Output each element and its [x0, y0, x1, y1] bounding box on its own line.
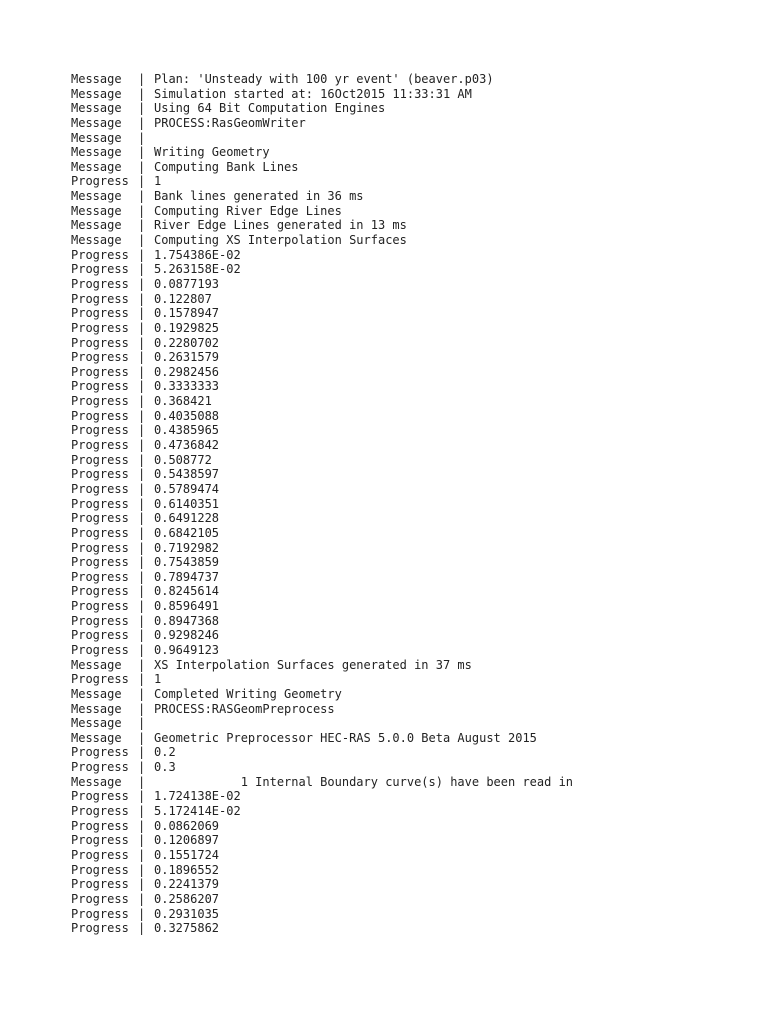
log-line: [71, 526, 731, 541]
log-line: [71, 921, 731, 936]
log-line-text: 0.8245614: [154, 584, 220, 599]
log-line: [71, 628, 731, 643]
log-line-separator: |: [138, 306, 146, 321]
log-line-type: Progress: [71, 320, 129, 335]
log-line-text: Writing Geometry: [154, 145, 270, 160]
log-line-separator: |: [138, 291, 146, 306]
log-line-separator: |: [138, 789, 146, 804]
log-line: [71, 233, 731, 248]
log-line-type: Progress: [71, 364, 129, 379]
log-line-separator: |: [138, 130, 146, 145]
log-line-text: 0.2280702: [154, 335, 220, 350]
log-line-text: 5.172414E-02: [154, 804, 241, 819]
log-line-separator: |: [138, 364, 146, 379]
log-line-type: Progress: [71, 642, 129, 657]
log-line-separator: |: [138, 335, 146, 350]
log-line-separator: |: [138, 379, 146, 394]
log-line: [71, 497, 731, 512]
log-line-type: Progress: [71, 804, 129, 819]
log-line-separator: |: [138, 496, 146, 511]
log-line-text: Completed Writing Geometry: [154, 686, 342, 701]
log-line-separator: |: [138, 891, 146, 906]
log-line-separator: |: [138, 584, 146, 599]
log-line: [71, 819, 731, 834]
log-line: [71, 292, 731, 307]
log-line-type: Message: [71, 716, 122, 731]
log-line: [71, 892, 731, 907]
log-line-text: 0.9298246: [154, 628, 220, 643]
log-line-type: Progress: [71, 760, 129, 775]
log-line-text: Computing Bank Lines: [154, 159, 299, 174]
log-line-text: 1 Internal Boundary curve(s) have been read in: [154, 774, 574, 789]
log-line-text: 0.3: [154, 760, 176, 775]
log-line-separator: |: [138, 804, 146, 819]
log-line: [71, 804, 731, 819]
log-line-text: 0.2982456: [154, 364, 220, 379]
log-line-text: 1.754386E-02: [154, 247, 241, 262]
log-line-text: 5.263158E-02: [154, 262, 241, 277]
log-line-type: Message: [71, 86, 122, 101]
log-line: [71, 160, 731, 175]
log-line: [71, 336, 731, 351]
log-line-type: Progress: [71, 584, 129, 599]
log-line: [71, 775, 731, 790]
log-line-separator: |: [138, 906, 146, 921]
log-line-type: Message: [71, 686, 122, 701]
log-line-type: Progress: [71, 291, 129, 306]
log-line-separator: |: [138, 877, 146, 892]
log-line-separator: |: [138, 189, 146, 204]
log-line-type: Progress: [71, 833, 129, 848]
log-line: [71, 541, 731, 556]
log-line-type: Progress: [71, 569, 129, 584]
log-line: [71, 672, 731, 687]
log-line: [71, 907, 731, 922]
log-line-type: Progress: [71, 306, 129, 321]
log-line-separator: |: [138, 233, 146, 248]
log-line-separator: |: [138, 423, 146, 438]
log-line-separator: |: [138, 174, 146, 189]
log-line-text: River Edge Lines generated in 13 ms: [154, 218, 407, 233]
log-line-type: Progress: [71, 818, 129, 833]
log-line-type: Progress: [71, 555, 129, 570]
log-line: [71, 189, 731, 204]
log-line-type: Message: [71, 701, 122, 716]
log-document: [71, 72, 731, 936]
log-line-text: 1.724138E-02: [154, 789, 241, 804]
log-line-text: Geometric Preprocessor HEC-RAS 5.0.0 Beta August 2015: [154, 730, 537, 745]
log-line-separator: |: [138, 72, 146, 86]
log-line: [71, 863, 731, 878]
log-line-type: Progress: [71, 438, 129, 453]
log-line-type: Progress: [71, 452, 129, 467]
log-line-type: Progress: [71, 862, 129, 877]
log-line-text: PROCESS:RASGeomPreprocess: [154, 701, 335, 716]
log-line-type: Progress: [71, 745, 129, 760]
log-line-separator: |: [138, 276, 146, 291]
log-line-text: Simulation started at: 16Oct2015 11:33:31 AM: [154, 86, 472, 101]
log-line-type: Progress: [71, 906, 129, 921]
log-line-separator: |: [138, 408, 146, 423]
log-line-separator: |: [138, 730, 146, 745]
log-line-separator: |: [138, 394, 146, 409]
log-line-text: 0.5789474: [154, 481, 220, 496]
log-line-separator: |: [138, 467, 146, 482]
log-line-text: 0.1206897: [154, 833, 220, 848]
log-line-separator: |: [138, 555, 146, 570]
log-line-separator: |: [138, 672, 146, 687]
log-line-type: Progress: [71, 540, 129, 555]
log-line-text: 0.9649123: [154, 642, 220, 657]
log-line-type: Progress: [71, 350, 129, 365]
log-line-text: 0.8947368: [154, 613, 220, 628]
log-line: [71, 438, 731, 453]
log-line-type: Progress: [71, 174, 129, 189]
log-line-separator: |: [138, 511, 146, 526]
log-line-text: 0.6491228: [154, 511, 220, 526]
log-line-separator: |: [138, 86, 146, 101]
log-line-separator: |: [138, 774, 146, 789]
log-line-text: 0.1896552: [154, 862, 220, 877]
log-line-text: 0.3275862: [154, 921, 220, 936]
log-line-text: 0.122807: [154, 291, 212, 306]
log-line-separator: |: [138, 862, 146, 877]
log-line-text: 0.2: [154, 745, 176, 760]
log-line: [71, 306, 731, 321]
log-line-type: Progress: [71, 613, 129, 628]
log-line-separator: |: [138, 203, 146, 218]
log-line-separator: |: [138, 686, 146, 701]
log-line: [71, 365, 731, 380]
log-line: [71, 789, 731, 804]
log-line-separator: |: [138, 115, 146, 130]
log-line-separator: |: [138, 452, 146, 467]
log-line: [71, 423, 731, 438]
log-line-type: Progress: [71, 628, 129, 643]
log-line-type: Progress: [71, 481, 129, 496]
log-line-type: Progress: [71, 247, 129, 262]
log-line-text: XS Interpolation Surfaces generated in 37 ms: [154, 657, 472, 672]
log-line: [71, 643, 731, 658]
log-line-type: Progress: [71, 335, 129, 350]
log-line-type: Progress: [71, 379, 129, 394]
log-line: [71, 511, 731, 526]
log-line-separator: |: [138, 642, 146, 657]
log-line-text: 0.4035088: [154, 408, 220, 423]
log-line-separator: |: [138, 218, 146, 233]
log-line-text: Plan: 'Unsteady with 100 yr event' (beaver.p03): [154, 72, 494, 86]
log-line-separator: |: [138, 159, 146, 174]
log-line-text: 0.0862069: [154, 818, 220, 833]
log-line-separator: |: [138, 438, 146, 453]
log-line-text: Computing XS Interpolation Surfaces: [154, 233, 407, 248]
log-line-type: Progress: [71, 921, 129, 936]
log-line: [71, 877, 731, 892]
log-line-type: Progress: [71, 262, 129, 277]
log-line: [71, 599, 731, 614]
log-line: [71, 760, 731, 775]
log-line-text: 0.1929825: [154, 320, 220, 335]
log-line-type: Message: [71, 130, 122, 145]
log-line-separator: |: [138, 701, 146, 716]
log-line-text: 0.0877193: [154, 276, 220, 291]
log-line-text: [154, 716, 731, 731]
log-line: [71, 570, 731, 585]
log-line: [71, 116, 731, 131]
log-line-type: Progress: [71, 394, 129, 409]
log-line-separator: |: [138, 921, 146, 936]
log-line-type: Message: [71, 189, 122, 204]
log-line-type: Progress: [71, 423, 129, 438]
log-line: [71, 409, 731, 424]
log-line-type: Message: [71, 101, 122, 116]
log-line: [71, 145, 731, 160]
log-line-separator: |: [138, 481, 146, 496]
log-line-separator: |: [138, 628, 146, 643]
log-line-type: Progress: [71, 847, 129, 862]
log-line-type: Progress: [71, 511, 129, 526]
log-line-text: 0.2631579: [154, 350, 220, 365]
log-line: [71, 131, 731, 146]
log-line-text: 0.1578947: [154, 306, 220, 321]
log-line-separator: |: [138, 613, 146, 628]
log-line-separator: |: [138, 540, 146, 555]
log-line-separator: |: [138, 145, 146, 160]
log-line-separator: |: [138, 716, 146, 731]
log-line: [71, 174, 731, 189]
log-line-text: 0.508772: [154, 452, 212, 467]
log-line-text: Using 64 Bit Computation Engines: [154, 101, 386, 116]
log-line: [71, 848, 731, 863]
log-line-type: Message: [71, 159, 122, 174]
log-line-type: Progress: [71, 877, 129, 892]
log-line: [71, 745, 731, 760]
log-line: [71, 453, 731, 468]
log-line-type: Message: [71, 203, 122, 218]
log-line-text: 0.8596491: [154, 599, 220, 614]
log-line: [71, 248, 731, 263]
log-line: [71, 321, 731, 336]
log-line-type: Message: [71, 115, 122, 130]
log-line: [71, 658, 731, 673]
log-line-type: Message: [71, 657, 122, 672]
log-line-type: Progress: [71, 599, 129, 614]
log-line-separator: |: [138, 569, 146, 584]
log-line-text: 0.3333333: [154, 379, 220, 394]
log-line-type: Message: [71, 233, 122, 248]
log-line-separator: |: [138, 101, 146, 116]
log-line-text: 0.2931035: [154, 906, 220, 921]
log-line-text: 0.7894737: [154, 569, 220, 584]
log-line: [71, 277, 731, 292]
log-line-type: Message: [71, 730, 122, 745]
log-line-type: Progress: [71, 276, 129, 291]
log-line: [71, 731, 731, 746]
log-line-text: 0.2241379: [154, 877, 220, 892]
log-line: [71, 394, 731, 409]
log-line: [71, 833, 731, 848]
log-line-type: Message: [71, 145, 122, 160]
log-line: [71, 482, 731, 497]
log-line: [71, 702, 731, 717]
log-line: [71, 716, 731, 731]
log-line-separator: |: [138, 262, 146, 277]
log-line: [71, 87, 731, 102]
log-line-separator: |: [138, 760, 146, 775]
log-line-type: Progress: [71, 891, 129, 906]
log-line-text: 0.6842105: [154, 525, 220, 540]
log-line: [71, 584, 731, 599]
log-line-text: 0.7543859: [154, 555, 220, 570]
log-line-separator: |: [138, 247, 146, 262]
log-line-separator: |: [138, 833, 146, 848]
log-line-separator: |: [138, 745, 146, 760]
log-line-type: Progress: [71, 496, 129, 511]
log-line: [71, 614, 731, 629]
log-line-separator: |: [138, 525, 146, 540]
log-line-type: Progress: [71, 467, 129, 482]
log-line: [71, 101, 731, 116]
log-line-type: Progress: [71, 672, 129, 687]
log-line-text: 0.2586207: [154, 891, 220, 906]
log-line-text: 0.7192982: [154, 540, 220, 555]
log-line-separator: |: [138, 818, 146, 833]
log-line-type: Progress: [71, 408, 129, 423]
log-line: [71, 262, 731, 277]
log-line-text: 0.5438597: [154, 467, 220, 482]
log-line-text: Computing River Edge Lines: [154, 203, 342, 218]
log-line: [71, 204, 731, 219]
log-line: [71, 467, 731, 482]
log-line-type: Progress: [71, 525, 129, 540]
log-line-text: [154, 131, 731, 146]
log-line-text: 0.6140351: [154, 496, 220, 511]
log-line-separator: |: [138, 599, 146, 614]
log-line-text: 1: [154, 672, 162, 687]
log-line: [71, 72, 731, 87]
log-line-type: Message: [71, 218, 122, 233]
log-line-text: 0.4736842: [154, 438, 220, 453]
log-line-text: Bank lines generated in 36 ms: [154, 189, 364, 204]
log-line: [71, 218, 731, 233]
log-line-type: Message: [71, 72, 122, 86]
log-line-separator: |: [138, 847, 146, 862]
log-line-text: 0.1551724: [154, 847, 220, 862]
log-line-separator: |: [138, 320, 146, 335]
log-line-type: Message: [71, 774, 122, 789]
log-line-text: PROCESS:RasGeomWriter: [154, 115, 306, 130]
log-line-text: 1: [154, 174, 162, 189]
log-line: [71, 379, 731, 394]
log-line-text: 0.4385965: [154, 423, 220, 438]
log-line-separator: |: [138, 657, 146, 672]
log-line: [71, 555, 731, 570]
log-list: [71, 72, 731, 936]
log-line-type: Progress: [71, 789, 129, 804]
log-line: [71, 687, 731, 702]
log-line: [71, 350, 731, 365]
log-line-separator: |: [138, 350, 146, 365]
log-line-text: 0.368421: [154, 394, 212, 409]
